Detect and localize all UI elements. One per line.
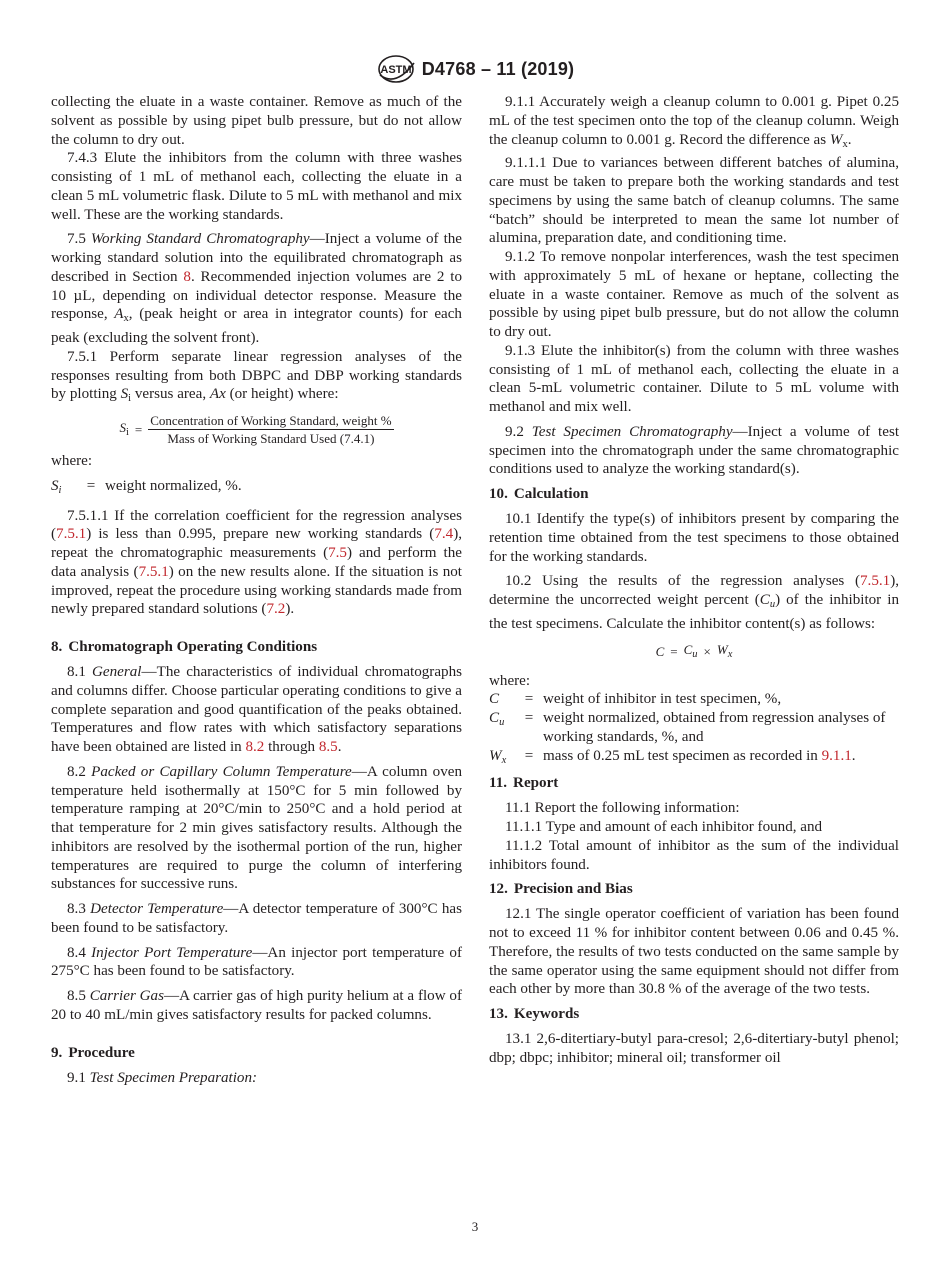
- paragraph-8-3: 8.3 Detector Temperature—A detector temperature of 300°C has been found to be satisfactory.: [51, 901, 462, 936]
- section-heading-10: 10. Calculation: [489, 486, 589, 502]
- left-column: [51, 93, 462, 1087]
- paragraph-8-1: 8.1 General—The characteristics of individual chromatographs and columns differ. Choose particular operating conditions to give a complete separation and good quantification of the peaks obtained. Temperatures and flow rates with which satisfactory separations have been obtained are listed in 8.2 through 8.5.: [51, 664, 463, 755]
- paragraph-10-2: 10.2 Using the results of the regression analyses (7.5.1), determine the uncorrected weight percent $(C_u)$ of the inhibitor in the test specimens. Calculate the inhibitor content(s) as follows:: [489, 573, 899, 632]
- paragraph-11-1: 11.1 Report the following information:: [505, 800, 740, 817]
- page-header: [0, 52, 950, 86]
- paragraph-9-1-1-1: 9.1.1.1 Due to variances between different batches of alumina, care must be taken to prepare both the working standards and test specimens by using the same batch of cleanup columns. The same “batch” should be interpreted to mean the same lot number of alumina, preparation date, and conditioning time.: [489, 155, 899, 247]
- paragraph-11-1-1: 11.1.1 Type and amount of each inhibitor found, and: [505, 819, 823, 835]
- section-heading-8: 8. Chromatograph Operating Conditions: [51, 639, 318, 655]
- section-heading-12: 12. Precision and Bias: [489, 881, 633, 898]
- paragraph-7-5-1: 7.5.1 Perform separate linear regression analyses of the responses resulting from both DBPC and DBP working standards by plotting $S_i$ versus area, Ax (or height) where:: [51, 348, 462, 405]
- astm-logo-icon: [376, 53, 416, 85]
- equation-numerator: Concentration of Working Standard, weight %: [150, 413, 392, 428]
- definition-si: $S_i$ = weight normalized, %.: [51, 477, 242, 496]
- where-label: where:: [489, 672, 531, 689]
- equation-si: $S_i$ = $\frac{\text{Concentration of Working Standard, weight \%}}{\text{Mass of Working Standard Used (7.4.1)}}$: [119, 413, 392, 446]
- link-7-4[interactable]: 7.4: [434, 526, 454, 543]
- paragraph-9-1-3: 9.1.3 Elute the inhibitor(s) from the column with three washes consisting of 1 mL of methanol each, collecting the eluate in a clean 5-mL volumetric container. Dilute to 5 mL volume with methanol and mix well.: [489, 342, 899, 415]
- definition-list: [489, 690, 899, 770]
- link-8-2[interactable]: 8.2: [245, 739, 265, 755]
- paragraph-12-1: 12.1 The single operator coefficient of variation has been found not to exceed 11 % for inhibitor content between 0.06 and 0.45 %. Therefore, the results of two tests conducted on the same sample by the same operator using the same equipment should not differ from each other by more than 30.8 % of the average of the two tests.: [489, 906, 899, 998]
- link-7-5[interactable]: 7.5: [328, 545, 347, 561]
- paragraph-9-1-1: 9.1.1 Accurately weigh a cleanup column to 0.001 g. Pipet 0.25 mL of the test specimen onto the top of the cleanup column. Weigh the cleanup column to 0.001 g. Record the difference as $W_x$.: [489, 94, 899, 150]
- paragraph-9-1: 9.1 Test Specimen Preparation:: [67, 1069, 258, 1086]
- equation-denominator: Mass of Working Standard Used (7.4.1): [167, 431, 375, 446]
- link-8-5[interactable]: 8.5: [318, 739, 338, 755]
- paragraph-continuation: collecting the eluate in a waste container. Remove as much of the solvent as possible by using pipet bulb pressure, but do not allow the column to dry out.: [51, 94, 462, 148]
- paragraph-8-2: 8.2 Packed or Capillary Column Temperature—A column oven temperature held isothermally at 150°C for 5 min followed by temperature ramping at 20°C/min to 250°C and a hold period at that temperature for 2 min gives satisfactory results. Although the inhibitors are resolved by the isothermal portion of the run, higher temperatures are required to purge the column of interfering substances for successive runs.: [51, 763, 463, 893]
- link-section-8[interactable]: 8: [183, 268, 191, 285]
- standard-designation: D4768 – 11 (2019): [421, 58, 575, 79]
- definition-wx: $W_x$ = mass of 0.25 mL test specimen as recorded in 9.1.1.: [489, 747, 856, 766]
- paragraph-9-2: 9.2 Test Specimen Chromatography—Inject a volume of test specimen into the chromatograph under the same chromatographic conditions used to analyze the working standard(s).: [489, 423, 900, 478]
- section-title: Working Standard Chromatography: [90, 231, 310, 248]
- paragraph-11-1-2: 11.1.2 Total amount of inhibitor as the sum of the individual inhibitors found.: [489, 837, 899, 873]
- section-heading-11: 11. Report: [489, 775, 559, 792]
- section-heading-9: 9. Procedure: [51, 1044, 135, 1061]
- paragraph-9-1-2: 9.1.2 To remove nonpolar interferences, wash the test specimen with approximately 5 mL of hexane or heptane, collecting the eluate in a waste container. Remove as much of the solvent as possible by using pipet bulb pressure, but do not allow the column to dry out.: [489, 249, 899, 340]
- paragraph-10-1: 10.1 Identify the type(s) of inhibitors present by comparing the retention time obtained from the test specimens to those obtained for the working standards.: [489, 511, 899, 565]
- definition-c: C = weight of inhibitor in test specimen, %,: [489, 691, 782, 708]
- equation-c: C = $C_u$ × $W_x$: [655, 641, 733, 660]
- link-7-5-1[interactable]: 7.5.1: [860, 573, 891, 590]
- page-number: 3: [471, 1219, 479, 1234]
- paragraph-8-5: 8.5 Carrier Gas—A carrier gas of high purity helium at a flow of 20 to 40 mL/min gives satisfactory results for packed columns.: [51, 988, 462, 1023]
- link-7-5-1[interactable]: 7.5.1: [56, 526, 87, 543]
- right-column: [489, 93, 899, 1068]
- link-9-1-1[interactable]: 9.1.1: [821, 747, 852, 764]
- paragraph-8-4: 8.4 Injector Port Temperature—An injector port temperature of 275°C has been found to be satisfactory.: [51, 944, 462, 980]
- paragraph-7-4-3: 7.4.3 Elute the inhibitors from the column with three washes consisting of 1 mL of methanol each, collecting the eluate in a clean 5 mL volumetric flask. Dilute to 5 mL with methanol and mix well. These are the working standards.: [51, 150, 462, 223]
- link-7-2[interactable]: 7.2: [266, 601, 286, 618]
- definition-cu: $C_u$ = weight normalized, obtained from regression analyses of working standards, %, and: [489, 710, 886, 745]
- where-label: where:: [51, 453, 93, 469]
- paragraph-7-5-1-1: 7.5.1.1 If the correlation coefficient for the regression analyses (7.5.1) is less than 0.995, prepare new working standards (7.4), repeat the chromatographic measurements (7.5) and perform the data analysis (7.5.1) on the new results alone. If the situation is not improved, repeat the procedure using working standards made from newly prepared standard solutions (7.2).: [51, 507, 462, 618]
- section-heading-13: 13. Keywords: [489, 1006, 580, 1022]
- svg-text:ASTM: ASTM: [380, 64, 412, 76]
- paragraph-7-5: 7.5 Working Standard Chromatography—Inject a volume of the working standard solution into the equilibrated chromatograph as described in Section 8. Recommended injection volumes are 2 to 10 µL, depending on individual detector response. Measure the response, $A_x$, (peak height or area in integrator counts) for each peak (excluding the solvent front).: [51, 231, 463, 346]
- paragraph-13-1: 13.1 2,6-ditertiary-butyl para-cresol; 2,6-ditertiary-butyl phenol; dbp; dbpc; inhibitor; mineral oil; transformer oil: [489, 1031, 899, 1066]
- link-7-5-1[interactable]: 7.5.1: [138, 563, 169, 580]
